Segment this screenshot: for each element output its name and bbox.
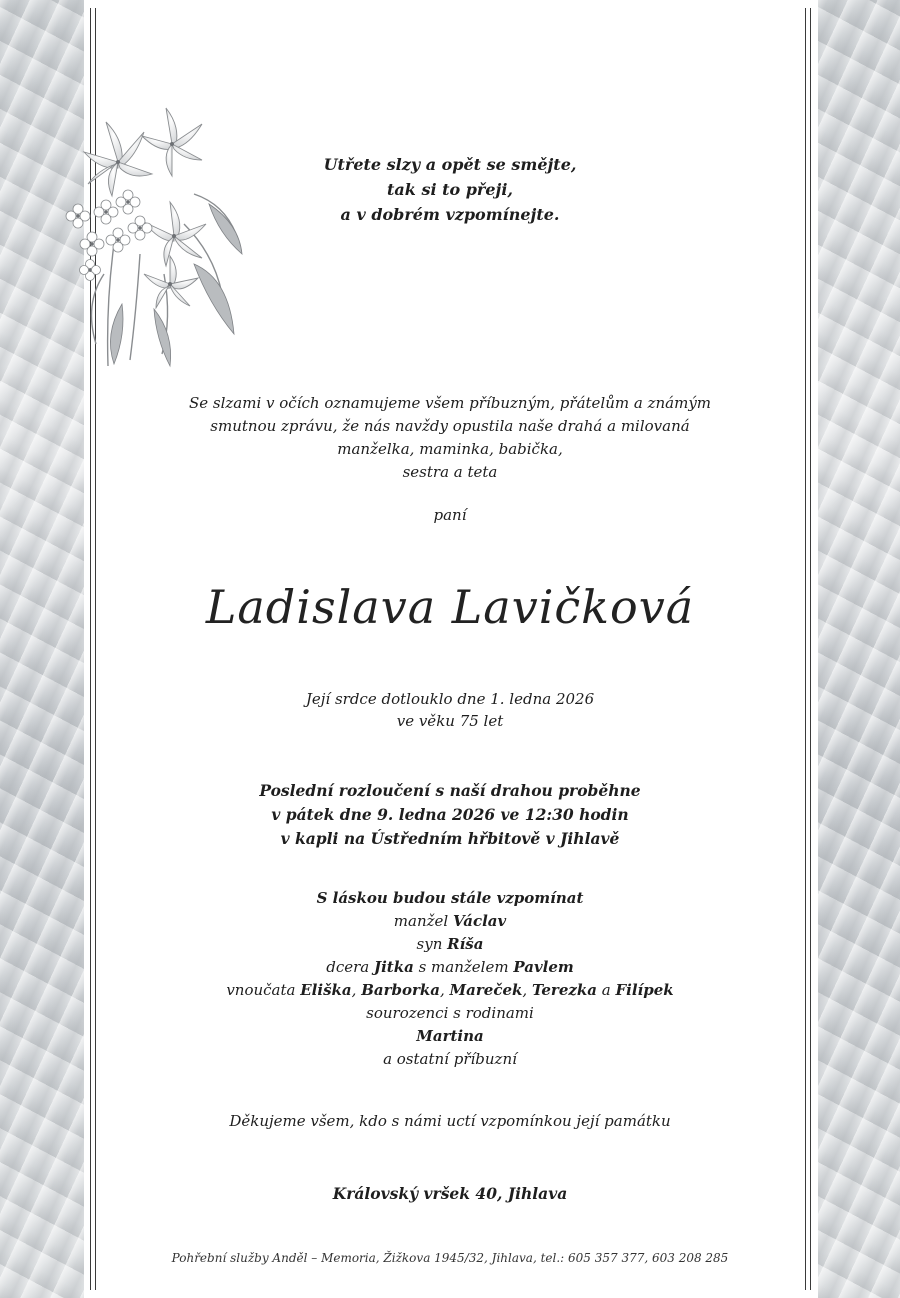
- frame-rule: [805, 8, 806, 1290]
- frame-rule: [810, 8, 811, 1290]
- address-line: Královský vršek 40, Jihlava: [332, 1184, 568, 1203]
- mourner-husband: manžel Václav: [393, 912, 507, 930]
- announcement-line: smutnou zprávu, že nás navždy opustila naše drahá a milovaná: [210, 417, 690, 435]
- mourner-son: syn Ríša: [416, 935, 484, 953]
- funeral-line: Poslední rozloučení s naší drahou proběhne: [259, 781, 641, 800]
- mourner-others: a ostatní příbuzní: [383, 1050, 517, 1068]
- verse-line: Utřete slzy a opět se smějte,: [323, 155, 577, 174]
- mourners-heading: S láskou budou stále vzpomínat: [316, 889, 584, 907]
- announcement-line: sestra a teta: [402, 463, 498, 481]
- thanks-line: Děkujeme všem, kdo s námi uctí vzpomínkou její památku: [229, 1112, 671, 1130]
- marble-border-right: [818, 0, 900, 1298]
- death-info: [96, 688, 804, 732]
- deceased-name: Ladislava Lavičková: [205, 580, 695, 634]
- death-date: Její srdce dotlouklo dne 1. ledna 2026: [305, 690, 595, 708]
- announcement-line: Se slzami v očích oznamujeme všem příbuzným, přátelům a známým: [188, 394, 712, 412]
- death-age: ve věku 75 let: [396, 712, 504, 730]
- funeral-line: v kapli na Ústředním hřbitově v Jihlavě: [280, 829, 620, 848]
- mourner-sibling-name: Martina: [416, 1027, 484, 1045]
- verse-line: a v dobrém vzpomínejte.: [340, 205, 560, 224]
- funeral-info: [96, 779, 804, 851]
- mourners-list: [96, 887, 804, 1071]
- announcement-text: [96, 392, 804, 484]
- mourner-daughter: dcera Jitka s manželem Pavlem: [326, 958, 574, 976]
- announcement-line: manželka, maminka, babička,: [337, 440, 563, 458]
- lily-bouquet-icon: [44, 104, 244, 376]
- title-word: paní: [433, 506, 467, 524]
- verse-line: tak si to přeji,: [387, 180, 513, 199]
- memorial-verse: [96, 152, 804, 227]
- funeral-line: v pátek dne 9. ledna 2026 ve 12:30 hodin: [271, 805, 629, 824]
- funeral-service-footer: Pohřební služby Anděl – Memoria, Žižkova 1945/32, Jihlava, tel.: 605 357 377, 603 208 285: [171, 1251, 729, 1265]
- mourner-grandchildren: vnoučata Eliška, Barborka, Mareček, Terezka a Filípek: [226, 981, 674, 999]
- mourner-siblings: sourozenci s rodinami: [366, 1004, 534, 1022]
